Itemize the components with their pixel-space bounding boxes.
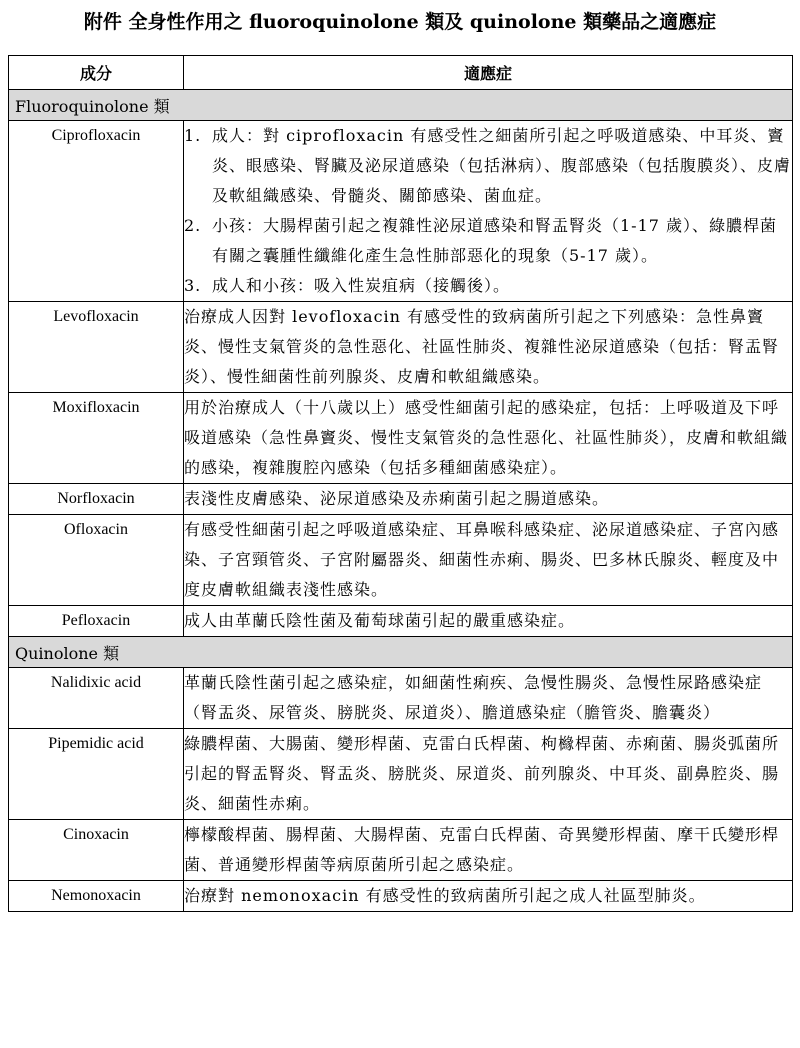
item-number: 3. bbox=[184, 276, 202, 295]
table-row bbox=[9, 302, 793, 393]
drug-name: Nemonoxacin bbox=[9, 881, 184, 912]
indication-text: 成人由革蘭氏陰性菌及葡萄球菌引起的嚴重感染症。 bbox=[184, 606, 793, 637]
indication-text: 表淺性皮膚感染、泌尿道感染及赤痢菌引起之腸道感染。 bbox=[184, 484, 793, 515]
indication-text: 綠膿桿菌、大腸菌、變形桿菌、克雷白氏桿菌、枸櫞桿菌、赤痢菌、腸炎弧菌所引起的腎盂腎炎、腎盂炎、膀胱炎、尿道炎、前列腺炎、中耳炎、副鼻腔炎、腸炎、細菌性赤痢。 bbox=[184, 729, 793, 820]
drug-name: Ciprofloxacin bbox=[9, 121, 184, 302]
drug-name: Pefloxacin bbox=[9, 606, 184, 637]
indication-text: 革蘭氏陰性菌引起之感染症，如細菌性痢疾、急慢性腸炎、急慢性尿路感染症（腎盂炎、尿管炎、膀胱炎、尿道炎）、膽道感染症（膽管炎、膽囊炎） bbox=[184, 668, 793, 729]
table-row bbox=[9, 515, 793, 606]
header-indication: 適應症 bbox=[184, 56, 793, 90]
indication-text: 治療成人因對 levofloxacin 有感受性的致病菌所引起之下列感染：急性鼻竇炎、慢性支氣管炎的急性惡化、社區性肺炎、複雜性泌尿道感染（包括：腎盂腎炎）、慢性細菌性前列腺炎、皮膚和軟組織感染。 bbox=[184, 302, 793, 393]
table-row bbox=[9, 484, 793, 515]
table-row bbox=[9, 820, 793, 881]
group-label: Fluoroquinolone 類 bbox=[9, 90, 793, 121]
table-row bbox=[9, 729, 793, 820]
header-row bbox=[9, 56, 793, 90]
indications-table bbox=[8, 55, 793, 912]
indication-text: 有感受性細菌引起之呼吸道感染症、耳鼻喉科感染症、泌尿道感染症、子宮內感染、子宮頸管炎、子宮附屬器炎、細菌性赤痢、腸炎、巴多林氏腺炎、輕度及中度皮膚軟組織表淺性感染。 bbox=[184, 515, 793, 606]
group-row-fluoroquinolone bbox=[9, 90, 793, 121]
drug-name: Nalidixic acid bbox=[9, 668, 184, 729]
group-label: Quinolone 類 bbox=[9, 637, 793, 668]
table-row bbox=[9, 393, 793, 484]
item-text: 成人和小孩：吸入性炭疽病（接觸後）。 bbox=[212, 276, 511, 295]
item-text: 成人：對 ciprofloxacin 有感受性之細菌所引起之呼吸道感染、中耳炎、竇炎、眼感染、腎臟及泌尿道感染（包括淋病）、腹部感染（包括腹膜炎）、皮膚及軟組織感染、骨髓炎、關節感染、菌血症。 bbox=[212, 126, 792, 205]
drug-name: Ofloxacin bbox=[9, 515, 184, 606]
indication-cell bbox=[184, 121, 793, 302]
indication-item bbox=[184, 121, 792, 211]
drug-name: Moxifloxacin bbox=[9, 393, 184, 484]
table-row bbox=[9, 668, 793, 729]
header-ingredient: 成分 bbox=[9, 56, 184, 90]
indication-item bbox=[184, 271, 792, 301]
indication-item bbox=[184, 211, 792, 271]
indication-text: 用於治療成人（十八歲以上）感受性細菌引起的感染症，包括：上呼吸道及下呼吸道感染（急性鼻竇炎、慢性支氣管炎的急性惡化、社區性肺炎），皮膚和軟組織的感染，複雜腹腔內感染（包括多種細菌感染症）。 bbox=[184, 393, 793, 484]
item-number: 2. bbox=[184, 216, 202, 235]
group-row-quinolone bbox=[9, 637, 793, 668]
item-number: 1. bbox=[184, 126, 202, 145]
table-row bbox=[9, 606, 793, 637]
drug-name: Pipemidic acid bbox=[9, 729, 184, 820]
table-row bbox=[9, 121, 793, 302]
drug-name: Levofloxacin bbox=[9, 302, 184, 393]
item-text: 小孩：大腸桿菌引起之複雜性泌尿道感染和腎盂腎炎（1-17 歲）、綠膿桿菌有關之囊腫性纖維化產生急性肺部惡化的現象（5-17 歲）。 bbox=[212, 216, 778, 265]
indication-text: 治療對 nemonoxacin 有感受性的致病菌所引起之成人社區型肺炎。 bbox=[184, 881, 793, 912]
drug-name: Norfloxacin bbox=[9, 484, 184, 515]
page-title: 附件 全身性作用之 fluoroquinolone 類及 quinolone 類藥品之適應症 bbox=[83, 11, 717, 33]
table-row bbox=[9, 881, 793, 912]
indication-text: 檸檬酸桿菌、腸桿菌、大腸桿菌、克雷白氏桿菌、奇異變形桿菌、摩干氏變形桿菌、普通變形桿菌等病原菌所引起之感染症。 bbox=[184, 820, 793, 881]
drug-name: Cinoxacin bbox=[9, 820, 184, 881]
